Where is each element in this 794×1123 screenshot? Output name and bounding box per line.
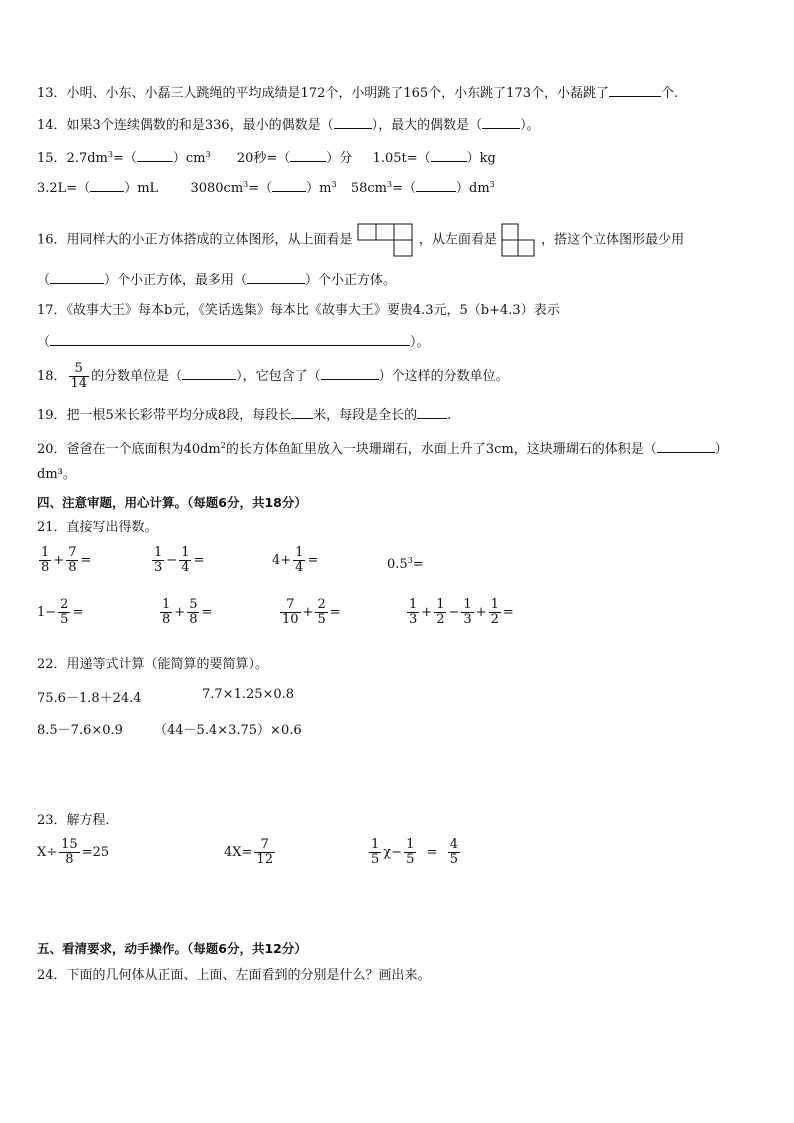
- q22-expr-3: 8.5－7.6×0.9: [37, 723, 123, 738]
- fraction-5-14: $\frac{5}{14}$: [70, 361, 88, 391]
- answer-blank[interactable]: [417, 405, 447, 419]
- question-20: 20．爸爸在一个底面积为$40dm^2$的长方体鱼缸里放入一块珊瑚石，水面上升了3cm，这块珊瑚石的体积是（ ）: [37, 441, 728, 457]
- q21-item-5: 1− $\frac{2}{5}$ =: [37, 597, 84, 627]
- q21-item-3: 4+ $\frac{1}{4}$ =: [272, 545, 319, 575]
- question-13: 13．小明、小东、小磊三人跳绳的平均成绩是172个，小明跳了165个，小东跳了173个，小磊跳了 个.: [37, 83, 678, 103]
- answer-blank[interactable]: [334, 115, 372, 129]
- question-23-title: 23．解方程．: [37, 813, 119, 828]
- q22-expr-1: 75.6－1.8＋24.4: [37, 691, 142, 706]
- answer-blank[interactable]: [50, 332, 410, 346]
- answer-blank[interactable]: [321, 366, 379, 380]
- answer-blank[interactable]: [657, 439, 715, 453]
- q21-item-8: $\frac{1}{3}$ + $\frac{1}{2}$ − $\frac{1}{3}$ + $\frac{1}{2}$ =: [409, 597, 514, 627]
- question-20-line-2: dm³。: [37, 467, 76, 482]
- answer-blank[interactable]: [272, 178, 306, 192]
- question-17-line-2: （ ）。: [37, 332, 430, 352]
- answer-blank[interactable]: [482, 115, 520, 129]
- answer-blank[interactable]: [290, 148, 326, 162]
- question-22-title: 22．用递等式计算（能简算的要简算）。: [37, 657, 269, 672]
- answer-blank[interactable]: [416, 178, 456, 192]
- answer-blank[interactable]: [247, 270, 305, 284]
- answer-blank[interactable]: [50, 270, 104, 284]
- answer-blank[interactable]: [609, 83, 661, 97]
- question-16-line-2: （ ）个小正方体，最多用（ ）个小正方体。: [37, 270, 396, 290]
- question-17: 17．《故事大王》每本b元，《笑话选集》每本比《故事大王》要贵4.3元，5（b+4.3）表示: [37, 303, 560, 318]
- question-18: 18． $\frac{5}{14}$ 的分数单位是（ ），它包含了（ ）个这样的分数单位。: [37, 361, 509, 391]
- q21-item-2: $\frac{1}{3}$ − $\frac{1}{4}$ =: [154, 545, 205, 575]
- answer-blank[interactable]: [137, 148, 173, 162]
- answer-blank[interactable]: [431, 148, 467, 162]
- question-15-line-2: 3.2L=（ ）mL $3080cm^3=$（ ）$m^3$ $58cm^3=$（ ）$dm^3$: [37, 180, 495, 196]
- q22-expr-4: （44－5.4×3.75）×0.6: [154, 723, 302, 738]
- q22-expr-2: 7.7×1.25×0.8: [202, 687, 295, 702]
- question-15-line-1: 15．$2.7dm^3=$（ ）$cm^3$ 20秒=（ ）分 1.05t=（ ）kg: [37, 150, 496, 166]
- left-view-figure: [501, 222, 537, 258]
- question-21-title: 21．直接写出得数。: [37, 520, 158, 535]
- q21-item-7: $\frac{7}{10}$ + $\frac{2}{5}$ =: [282, 597, 341, 627]
- question-24: 24．下面的几何体从正面、上面、左面看到的分别是什么？画出来。: [37, 968, 431, 983]
- q21-item-1: $\frac{1}{8}$ + $\frac{7}{8}$ =: [41, 545, 92, 575]
- section-4-heading: 四、注意审题，用心计算。（每题6分，共18分）: [37, 495, 307, 510]
- answer-blank[interactable]: [291, 405, 313, 419]
- answer-blank[interactable]: [182, 366, 236, 380]
- q21-item-4: $0.5^3=$: [387, 556, 424, 572]
- answer-blank[interactable]: [90, 178, 124, 192]
- q21-item-6: $\frac{1}{8}$ + $\frac{5}{8}$ =: [162, 597, 213, 627]
- question-16: 16．用同样大的小正方体搭成的立体图形，从上面看是 ，从左面看是 ，搭这个立体图形最少用: [37, 222, 684, 258]
- q23-equation-1: X÷ $\frac{15}{8}$ =25: [37, 837, 110, 867]
- q23-equation-3: $\frac{1}{5}$ χ− $\frac{1}{5}$ = $\frac{4}{5}$: [371, 837, 459, 867]
- question-19: 19．把一根5米长彩带平均分成8段，每段长 米，每段是全长的 .: [37, 405, 451, 425]
- top-view-figure: [357, 222, 415, 258]
- q23-equation-2: 4X= $\frac{7}{12}$: [224, 837, 273, 867]
- question-14: 14．如果3个连续偶数的和是336，最小的偶数是（ ），最大的偶数是（ ）。: [37, 115, 540, 135]
- section-5-heading: 五、看清要求，动手操作。（每题6分，共12分）: [37, 941, 307, 956]
